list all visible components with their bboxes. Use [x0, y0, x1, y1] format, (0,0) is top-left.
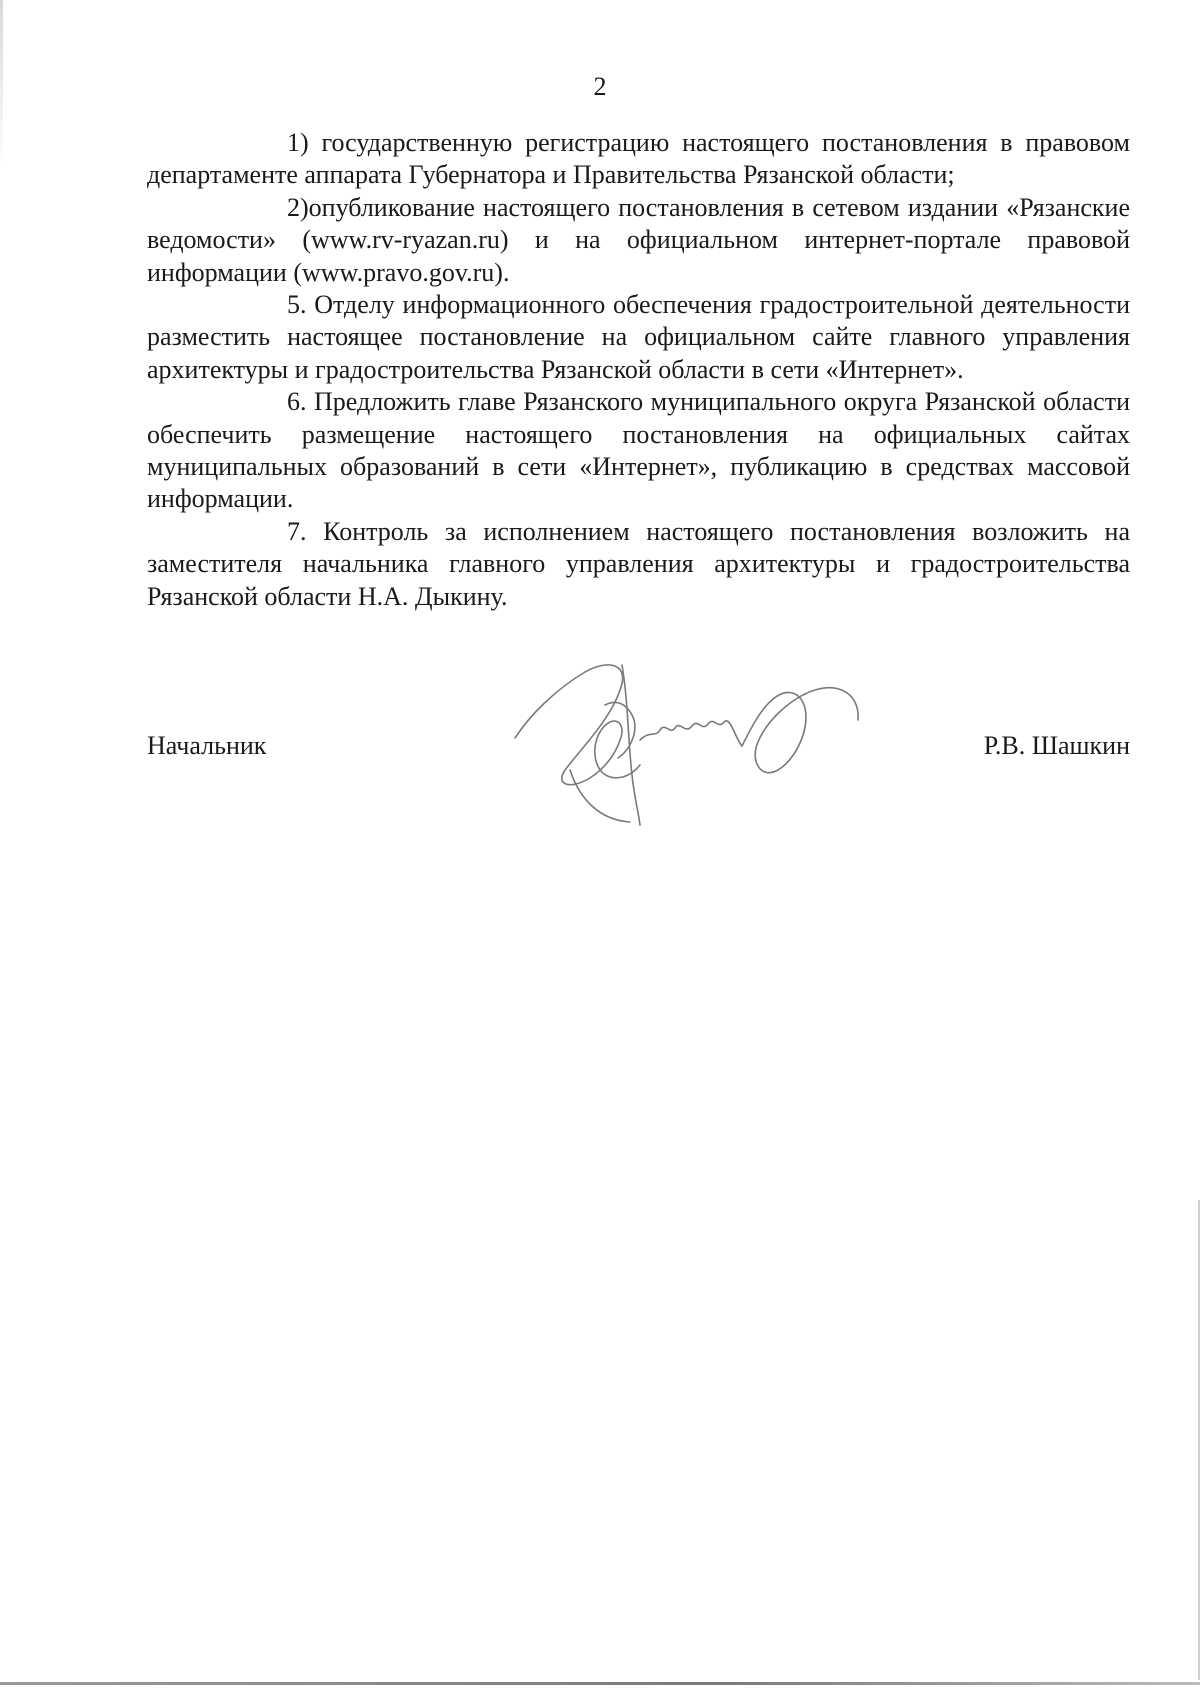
signer-position: Начальник: [147, 731, 267, 760]
paragraph-text: Отделу информационного обеспечения градостроительной деятельности разместить настоящее постановление на официальном сайте главного управления архитектуры и градостроительства Рязанской области в сети «Интернет».: [147, 290, 1130, 384]
paragraph-item-1: [147, 127, 1130, 192]
paragraph-text: Контроль за исполнением настоящего постановления возложить на заместителя начальника главного управления архитектуры и градостроительства Рязанской области Н.А. Дыкину.: [147, 516, 1131, 611]
paragraph-text: опубликование настоящего постановления в сетевом издании «Рязанские ведомости» (www.rv-ryazan.ru) и на официальном интернет-портале правовой информации (www.pravo.gov.ru).: [147, 192, 1130, 287]
paragraph-marker: 2): [287, 192, 309, 222]
paragraph-text: Предложить главе Рязанского муниципального округа Рязанской области обеспечить размещение настоящего постановления на официальных сайтах муниципальных образований в сети «Интернет», публикацию в средствах массовой информации.: [147, 387, 1130, 514]
paragraph-item-2: [147, 192, 1130, 289]
handwritten-signature: [510, 660, 930, 830]
paragraph-marker: 6.: [287, 387, 307, 417]
paragraph-marker: 1): [287, 128, 309, 157]
paragraph-point-6: [147, 386, 1130, 516]
document-body: [147, 127, 1130, 613]
paragraph-marker: 7.: [287, 516, 307, 546]
paragraph-point-7: [147, 516, 1130, 613]
paragraph-text: государственную регистрацию настоящего постановления в правовом департаменте аппарата Губернатора и Правительства Рязанской области;: [147, 128, 1130, 190]
paragraph-point-5: [147, 289, 1130, 386]
page-number: 2: [593, 72, 607, 101]
signer-name: Р.В. Шашкин: [983, 731, 1130, 760]
scan-edge-bottom: [0, 1682, 1200, 1685]
paragraph-marker: 5.: [287, 290, 307, 320]
